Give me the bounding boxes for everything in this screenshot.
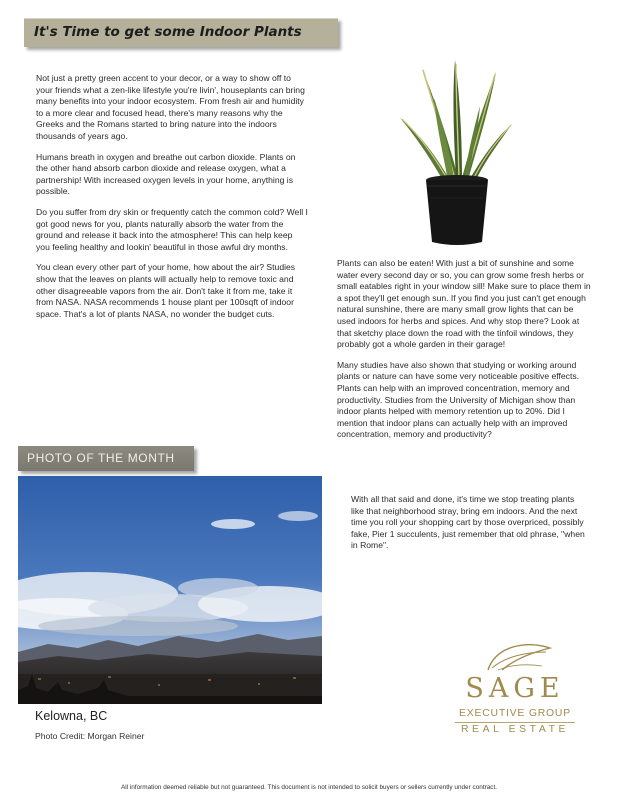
page-title: It's Time to get some Indoor Plants	[34, 24, 302, 40]
paragraph: Humans breath in oxygen and breathe out carbon dioxide. Plants on the other hand absorb carbon dioxide and release oxygen, what a partnership! With increased oxygen levels in your home, anything is possible.	[36, 151, 296, 197]
photo-credit: Photo Credit: Morgan Reiner	[35, 731, 145, 741]
kelowna-landscape-photo	[18, 476, 322, 704]
photo-of-month-banner	[18, 446, 194, 471]
plant-pot	[426, 175, 488, 245]
article-left-column	[36, 73, 308, 329]
photo-of-month-label: PHOTO OF THE MONTH	[27, 451, 175, 465]
logo-line-executive-group: EXECUTIVE GROUP	[459, 708, 571, 719]
logo-name: SAGE	[465, 673, 565, 704]
paragraph: Plants can also be eaten! With just a bit of sunshine and some water every second day or so, you can grow some fresh herbs or small eatables right in your window sill! Make sure to place them in a spot they'll get enough sun. If you find you just can't get enough natural sunshine, there are many small grow lights that can be used indoors for herbs and spices. And why stop there? Look at that sketchy place down the road with the tinfoil windows, they probably got a whole garden in their garage!	[337, 258, 591, 350]
paragraph: Do you suffer from dry skin or frequently catch the common cold? Well I got good news for you, plants naturally absorb the water from the ground and release it back into the atmosphere! This can help keep you feeling healthy and lookin' beautiful in those awful dry months.	[36, 206, 308, 252]
closing-paragraph-block	[351, 494, 589, 552]
paragraph: With all that said and done, it's time we stop treating plants like that neighborhood stray, bring em indoors. And the next time you roll your shopping cart by those overpriced, possibly fake, Pier 1 succulents, just remember that old phrase, "when in Rome".	[351, 494, 585, 551]
title-banner	[24, 18, 338, 47]
plant-leaves	[400, 60, 512, 184]
paragraph: Many studies have also shown that studying or working around plants or nature can have some very noticeable positive effects. Plants can help with an improved concentration, memory and productivity. Studies from the University of Michigan show than indoor plants helped with memory retention up to 20%. Did I mention that indoor plans can actually help with an improved concentration, memory and productivity?	[337, 359, 580, 440]
snake-plant-image	[392, 58, 522, 250]
paragraph: You clean every other part of your home, how about the air? Studies show that the leaves on plants will actually help to remove toxic and other disagreeable vapors from the air. Don't take it from me, take it from NASA. NASA recommends 1 house plant per 100sqft of indoor space. That's a lot of plants NASA, no wonder the budget cuts.	[36, 262, 296, 319]
logo-divider	[455, 722, 575, 723]
article-right-column	[337, 258, 594, 450]
photo-caption: Kelowna, BC	[35, 709, 108, 723]
footer-disclaimer: All information deemed reliable but not guaranteed. This document is not intended to solicit buyers or sellers currently under contract.	[120, 784, 498, 791]
paragraph: Not just a pretty green accent to your decor, or a way to show off to your friends what a zen-like lifestyle you're livin', houseplants can bring many benefits into your indoor ecosystem. From fresh air and humidity to a more clear and focused head, there's many reasons why the Greeks and the Romans started to bring nature into the indoors thousands of years ago.	[36, 73, 305, 141]
logo-line-real-estate: REAL ESTATE	[460, 724, 570, 735]
